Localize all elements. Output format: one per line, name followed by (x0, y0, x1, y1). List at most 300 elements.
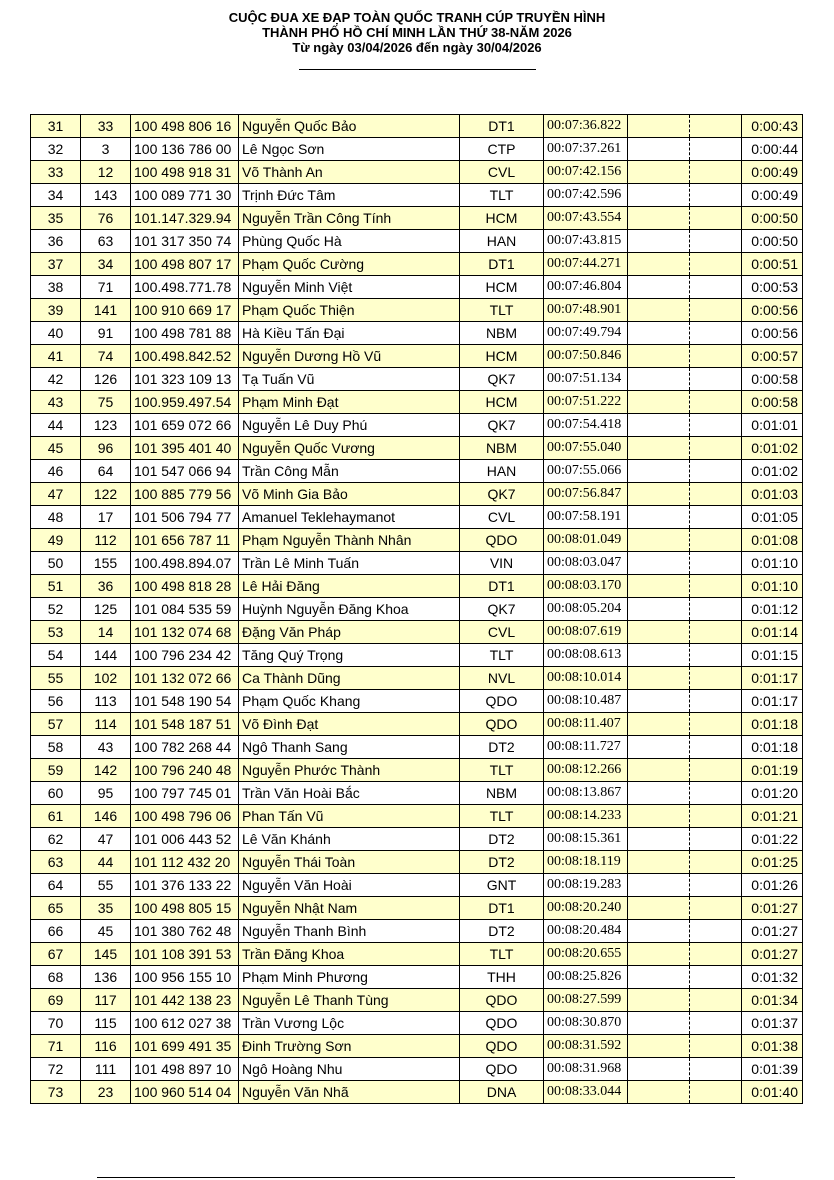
table-row (31, 575, 803, 598)
time-cell: 00:07:43.815 (544, 230, 628, 253)
gap-cell: 0:01:10 (742, 575, 803, 598)
gap-cell: 0:01:22 (742, 828, 803, 851)
time-cell: 00:08:10.487 (544, 690, 628, 713)
bib-cell: 12 (81, 161, 131, 184)
gap-cell: 0:01:38 (742, 1035, 803, 1058)
blank-cell (628, 1081, 690, 1104)
rank-cell: 57 (31, 713, 81, 736)
blank-cell (690, 713, 742, 736)
uci-id-cell: 100 498 918 31 (131, 161, 239, 184)
table-row (31, 943, 803, 966)
rank-cell: 37 (31, 253, 81, 276)
team-code-cell: DT2 (460, 851, 544, 874)
team-code-cell: QDO (460, 989, 544, 1012)
table-row (31, 1081, 803, 1104)
rank-cell: 45 (31, 437, 81, 460)
time-cell: 00:07:51.222 (544, 391, 628, 414)
bib-cell: 136 (81, 966, 131, 989)
rank-cell: 61 (31, 805, 81, 828)
time-cell: 00:08:01.049 (544, 529, 628, 552)
bib-cell: 23 (81, 1081, 131, 1104)
blank-cell (628, 1012, 690, 1035)
rider-name-cell: Ngô Hoàng Nhu (239, 1058, 460, 1081)
rank-cell: 51 (31, 575, 81, 598)
gap-cell: 0:00:44 (742, 138, 803, 161)
uci-id-cell: 101 442 138 23 (131, 989, 239, 1012)
bib-cell: 3 (81, 138, 131, 161)
gap-cell: 0:01:39 (742, 1058, 803, 1081)
gap-cell: 0:01:05 (742, 506, 803, 529)
gap-cell: 0:01:18 (742, 736, 803, 759)
uci-id-cell: 100 498 818 28 (131, 575, 239, 598)
rank-cell: 43 (31, 391, 81, 414)
rank-cell: 55 (31, 667, 81, 690)
rider-name-cell: Nguyễn Quốc Vương (239, 437, 460, 460)
time-cell: 00:07:54.418 (544, 414, 628, 437)
uci-id-cell: 101 006 443 52 (131, 828, 239, 851)
header-title-line2: THÀNH PHỐ HỒ CHÍ MINH LẦN THỨ 38-NĂM 2026 (262, 25, 572, 40)
team-code-cell: VIN (460, 552, 544, 575)
blank-cell (628, 207, 690, 230)
bib-cell: 74 (81, 345, 131, 368)
blank-cell (628, 897, 690, 920)
bib-cell: 112 (81, 529, 131, 552)
rider-name-cell: Nguyễn Thanh Bình (239, 920, 460, 943)
rider-name-cell: Amanuel Teklehaymanot (239, 506, 460, 529)
team-code-cell: HCM (460, 276, 544, 299)
table-row (31, 759, 803, 782)
blank-cell (628, 782, 690, 805)
rider-name-cell: Nguyễn Lê Duy Phú (239, 414, 460, 437)
gap-cell: 0:01:10 (742, 552, 803, 575)
blank-cell (690, 299, 742, 322)
blank-cell (690, 437, 742, 460)
blank-cell (628, 874, 690, 897)
rider-name-cell: Võ Minh Gia Bảo (239, 483, 460, 506)
rider-name-cell: Phạm Nguyễn Thành Nhân (239, 529, 460, 552)
time-cell: 00:08:33.044 (544, 1081, 628, 1104)
team-code-cell: CVL (460, 506, 544, 529)
time-cell: 00:08:10.014 (544, 667, 628, 690)
gap-cell: 0:01:02 (742, 460, 803, 483)
table-row (31, 483, 803, 506)
blank-cell (690, 230, 742, 253)
team-code-cell: GNT (460, 874, 544, 897)
gap-cell: 0:01:19 (742, 759, 803, 782)
blank-cell (690, 322, 742, 345)
rider-name-cell: Tạ Tuấn Vũ (239, 368, 460, 391)
team-code-cell: QDO (460, 1058, 544, 1081)
uci-id-cell: 100 498 781 88 (131, 322, 239, 345)
table-row (31, 1035, 803, 1058)
blank-cell (628, 115, 690, 138)
rank-cell: 31 (31, 115, 81, 138)
table-row (31, 644, 803, 667)
rank-cell: 32 (31, 138, 81, 161)
gap-cell: 0:00:50 (742, 207, 803, 230)
gap-cell: 0:01:40 (742, 1081, 803, 1104)
time-cell: 00:08:19.283 (544, 874, 628, 897)
uci-id-cell: 100.498.771.78 (131, 276, 239, 299)
bib-cell: 33 (81, 115, 131, 138)
gap-cell: 0:00:49 (742, 161, 803, 184)
bib-cell: 125 (81, 598, 131, 621)
gap-cell: 0:01:25 (742, 851, 803, 874)
time-cell: 00:08:14.233 (544, 805, 628, 828)
team-code-cell: QK7 (460, 483, 544, 506)
team-code-cell: TLT (460, 805, 544, 828)
table-row (31, 115, 803, 138)
rank-cell: 53 (31, 621, 81, 644)
table-row (31, 897, 803, 920)
team-code-cell: DT1 (460, 253, 544, 276)
blank-cell (690, 276, 742, 299)
rider-name-cell: Phùng Quốc Hà (239, 230, 460, 253)
bib-cell: 45 (81, 920, 131, 943)
blank-cell (690, 161, 742, 184)
table-row (31, 621, 803, 644)
rider-name-cell: Lê Ngọc Sơn (239, 138, 460, 161)
time-cell: 00:07:58.191 (544, 506, 628, 529)
bib-cell: 111 (81, 1058, 131, 1081)
bib-cell: 36 (81, 575, 131, 598)
team-code-cell: DT2 (460, 736, 544, 759)
blank-cell (690, 644, 742, 667)
table-row (31, 299, 803, 322)
uci-id-cell: 100.498.842.52 (131, 345, 239, 368)
blank-cell (628, 460, 690, 483)
bib-cell: 63 (81, 230, 131, 253)
rank-cell: 73 (31, 1081, 81, 1104)
team-code-cell: DT1 (460, 575, 544, 598)
uci-id-cell: 101 395 401 40 (131, 437, 239, 460)
gap-cell: 0:01:27 (742, 897, 803, 920)
bib-cell: 96 (81, 437, 131, 460)
bib-cell: 95 (81, 782, 131, 805)
time-cell: 00:08:18.119 (544, 851, 628, 874)
blank-cell (690, 851, 742, 874)
blank-cell (628, 575, 690, 598)
rider-name-cell: Nguyễn Phước Thành (239, 759, 460, 782)
rider-name-cell: Ca Thành Dũng (239, 667, 460, 690)
rider-name-cell: Trần Đăng Khoa (239, 943, 460, 966)
gap-cell: 0:00:53 (742, 276, 803, 299)
blank-cell (690, 759, 742, 782)
uci-id-cell: 100 782 268 44 (131, 736, 239, 759)
team-code-cell: TLT (460, 759, 544, 782)
uci-id-cell: 101 112 432 20 (131, 851, 239, 874)
team-code-cell: DNA (460, 1081, 544, 1104)
rank-cell: 68 (31, 966, 81, 989)
gap-cell: 0:01:15 (742, 644, 803, 667)
time-cell: 00:08:31.968 (544, 1058, 628, 1081)
table-row (31, 253, 803, 276)
uci-id-cell: 101 659 072 66 (131, 414, 239, 437)
bib-cell: 115 (81, 1012, 131, 1035)
gap-cell: 0:00:58 (742, 368, 803, 391)
team-code-cell: QDO (460, 713, 544, 736)
uci-id-cell: 100 498 805 15 (131, 897, 239, 920)
uci-id-cell: 101 317 350 74 (131, 230, 239, 253)
rank-cell: 60 (31, 782, 81, 805)
team-code-cell: QDO (460, 1012, 544, 1035)
time-cell: 00:08:20.240 (544, 897, 628, 920)
uci-id-cell: 101 380 762 48 (131, 920, 239, 943)
blank-cell (628, 759, 690, 782)
table-row (31, 207, 803, 230)
team-code-cell: NBM (460, 437, 544, 460)
blank-cell (690, 943, 742, 966)
team-code-cell: TLT (460, 943, 544, 966)
team-code-cell: TLT (460, 644, 544, 667)
blank-cell (628, 713, 690, 736)
blank-cell (628, 506, 690, 529)
gap-cell: 0:01:02 (742, 437, 803, 460)
bib-cell: 155 (81, 552, 131, 575)
uci-id-cell: 101 656 787 11 (131, 529, 239, 552)
rank-cell: 42 (31, 368, 81, 391)
rider-name-cell: Huỳnh Nguyễn Đăng Khoa (239, 598, 460, 621)
bib-cell: 35 (81, 897, 131, 920)
rider-name-cell: Hà Kiều Tấn Đại (239, 322, 460, 345)
blank-cell (628, 736, 690, 759)
blank-cell (690, 552, 742, 575)
rider-name-cell: Phạm Quốc Khang (239, 690, 460, 713)
table-row (31, 805, 803, 828)
bib-cell: 145 (81, 943, 131, 966)
gap-cell: 0:01:01 (742, 414, 803, 437)
rider-name-cell: Trần Vương Lộc (239, 1012, 460, 1035)
rider-name-cell: Võ Đình Đạt (239, 713, 460, 736)
blank-cell (690, 874, 742, 897)
bib-cell: 14 (81, 621, 131, 644)
time-cell: 00:07:50.846 (544, 345, 628, 368)
bib-cell: 76 (81, 207, 131, 230)
time-cell: 00:07:51.134 (544, 368, 628, 391)
rider-name-cell: Trần Văn Hoài Bắc (239, 782, 460, 805)
uci-id-cell: 100 956 155 10 (131, 966, 239, 989)
time-cell: 00:08:13.867 (544, 782, 628, 805)
table-row (31, 460, 803, 483)
uci-id-cell: 101 506 794 77 (131, 506, 239, 529)
rider-name-cell: Phạm Quốc Thiện (239, 299, 460, 322)
table-row (31, 552, 803, 575)
gap-cell: 0:00:56 (742, 299, 803, 322)
gap-cell: 0:01:20 (742, 782, 803, 805)
blank-cell (628, 184, 690, 207)
rank-cell: 63 (31, 851, 81, 874)
bib-cell: 114 (81, 713, 131, 736)
team-code-cell: HAN (460, 460, 544, 483)
blank-cell (690, 989, 742, 1012)
time-cell: 00:07:56.847 (544, 483, 628, 506)
team-code-cell: CVL (460, 621, 544, 644)
blank-cell (690, 782, 742, 805)
time-cell: 00:08:03.170 (544, 575, 628, 598)
blank-cell (690, 1035, 742, 1058)
bib-cell: 75 (81, 391, 131, 414)
blank-cell (628, 667, 690, 690)
header-date-range: Từ ngày 03/04/2026 đến ngày 30/04/2026 (292, 40, 542, 55)
blank-cell (690, 667, 742, 690)
blank-cell (690, 1012, 742, 1035)
gap-cell: 0:00:58 (742, 391, 803, 414)
rank-cell: 41 (31, 345, 81, 368)
bib-cell: 117 (81, 989, 131, 1012)
uci-id-cell: 101 498 897 10 (131, 1058, 239, 1081)
bib-cell: 55 (81, 874, 131, 897)
team-code-cell: DT1 (460, 897, 544, 920)
gap-cell: 0:01:08 (742, 529, 803, 552)
rank-cell: 40 (31, 322, 81, 345)
gap-cell: 0:01:26 (742, 874, 803, 897)
time-cell: 00:08:27.599 (544, 989, 628, 1012)
blank-cell (628, 989, 690, 1012)
uci-id-cell: 101 699 491 35 (131, 1035, 239, 1058)
table-row (31, 874, 803, 897)
time-cell: 00:07:37.261 (544, 138, 628, 161)
uci-id-cell: 100 885 779 56 (131, 483, 239, 506)
team-code-cell: QDO (460, 529, 544, 552)
table-row (31, 368, 803, 391)
blank-cell (690, 828, 742, 851)
table-row (31, 506, 803, 529)
team-code-cell: NBM (460, 322, 544, 345)
rank-cell: 67 (31, 943, 81, 966)
table-row (31, 184, 803, 207)
time-cell: 00:07:43.554 (544, 207, 628, 230)
bib-cell: 102 (81, 667, 131, 690)
team-code-cell: CVL (460, 161, 544, 184)
rider-name-cell: Nguyễn Nhật Nam (239, 897, 460, 920)
blank-cell (690, 506, 742, 529)
rank-cell: 48 (31, 506, 81, 529)
uci-id-cell: 100 797 745 01 (131, 782, 239, 805)
time-cell: 00:08:11.407 (544, 713, 628, 736)
blank-cell (628, 644, 690, 667)
team-code-cell: HCM (460, 207, 544, 230)
time-cell: 00:07:55.066 (544, 460, 628, 483)
rank-cell: 66 (31, 920, 81, 943)
blank-cell (690, 460, 742, 483)
blank-cell (628, 253, 690, 276)
gap-cell: 0:00:57 (742, 345, 803, 368)
rider-name-cell: Nguyễn Trần Công Tính (239, 207, 460, 230)
rider-name-cell: Trần Công Mẫn (239, 460, 460, 483)
blank-cell (690, 207, 742, 230)
time-cell: 00:07:46.804 (544, 276, 628, 299)
blank-cell (628, 276, 690, 299)
rank-cell: 50 (31, 552, 81, 575)
rider-name-cell: Nguyễn Văn Nhã (239, 1081, 460, 1104)
table-row (31, 989, 803, 1012)
gap-cell: 0:01:17 (742, 667, 803, 690)
table-row (31, 920, 803, 943)
blank-cell (628, 621, 690, 644)
uci-id-cell: 101 108 391 53 (131, 943, 239, 966)
team-code-cell: DT1 (460, 115, 544, 138)
team-code-cell: CTP (460, 138, 544, 161)
blank-cell (628, 1058, 690, 1081)
blank-cell (628, 299, 690, 322)
team-code-cell: QK7 (460, 598, 544, 621)
blank-cell (690, 1081, 742, 1104)
rank-cell: 49 (31, 529, 81, 552)
blank-cell (628, 1035, 690, 1058)
uci-id-cell: 100 498 796 06 (131, 805, 239, 828)
rank-cell: 44 (31, 414, 81, 437)
table-row (31, 598, 803, 621)
table-row (31, 1012, 803, 1035)
gap-cell: 0:00:43 (742, 115, 803, 138)
table-row (31, 690, 803, 713)
blank-cell (690, 897, 742, 920)
time-cell: 00:08:25.826 (544, 966, 628, 989)
table-row (31, 345, 803, 368)
gap-cell: 0:00:50 (742, 230, 803, 253)
rank-cell: 46 (31, 460, 81, 483)
rider-name-cell: Ngô Thanh Sang (239, 736, 460, 759)
header-underline (299, 69, 536, 70)
blank-cell (690, 414, 742, 437)
uci-id-cell: 100 136 786 00 (131, 138, 239, 161)
team-code-cell: TLT (460, 299, 544, 322)
table-row (31, 851, 803, 874)
rider-name-cell: Đặng Văn Pháp (239, 621, 460, 644)
blank-cell (628, 437, 690, 460)
rank-cell: 70 (31, 1012, 81, 1035)
rank-cell: 39 (31, 299, 81, 322)
rider-name-cell: Phạm Minh Đạt (239, 391, 460, 414)
rank-cell: 52 (31, 598, 81, 621)
table-row (31, 782, 803, 805)
gap-cell: 0:01:17 (742, 690, 803, 713)
table-row (31, 966, 803, 989)
rank-cell: 64 (31, 874, 81, 897)
blank-cell (628, 966, 690, 989)
blank-cell (628, 851, 690, 874)
blank-cell (628, 690, 690, 713)
team-code-cell: QDO (460, 690, 544, 713)
bib-cell: 34 (81, 253, 131, 276)
time-cell: 00:07:36.822 (544, 115, 628, 138)
rank-cell: 69 (31, 989, 81, 1012)
uci-id-cell: 100 089 771 30 (131, 184, 239, 207)
blank-cell (690, 184, 742, 207)
uci-id-cell: 101 548 187 51 (131, 713, 239, 736)
time-cell: 00:08:11.727 (544, 736, 628, 759)
blank-cell (628, 391, 690, 414)
blank-cell (690, 966, 742, 989)
rider-name-cell: Đinh Trường Sơn (239, 1035, 460, 1058)
time-cell: 00:08:07.619 (544, 621, 628, 644)
table-row (31, 230, 803, 253)
uci-id-cell: 100.498.894.07 (131, 552, 239, 575)
header-title-line1: CUỘC ĐUA XE ĐẠP TOÀN QUỐC TRANH CÚP TRUYỀN HÌNH (228, 10, 606, 25)
time-cell: 00:07:42.156 (544, 161, 628, 184)
blank-cell (690, 736, 742, 759)
rider-name-cell: Nguyễn Minh Việt (239, 276, 460, 299)
bib-cell: 113 (81, 690, 131, 713)
table-row (31, 736, 803, 759)
time-cell: 00:08:03.047 (544, 552, 628, 575)
blank-cell (628, 920, 690, 943)
uci-id-cell: 101 548 190 54 (131, 690, 239, 713)
rider-name-cell: Trần Lê Minh Tuấn (239, 552, 460, 575)
team-code-cell: THH (460, 966, 544, 989)
rank-cell: 58 (31, 736, 81, 759)
rider-name-cell: Nguyễn Dương Hồ Vũ (239, 345, 460, 368)
